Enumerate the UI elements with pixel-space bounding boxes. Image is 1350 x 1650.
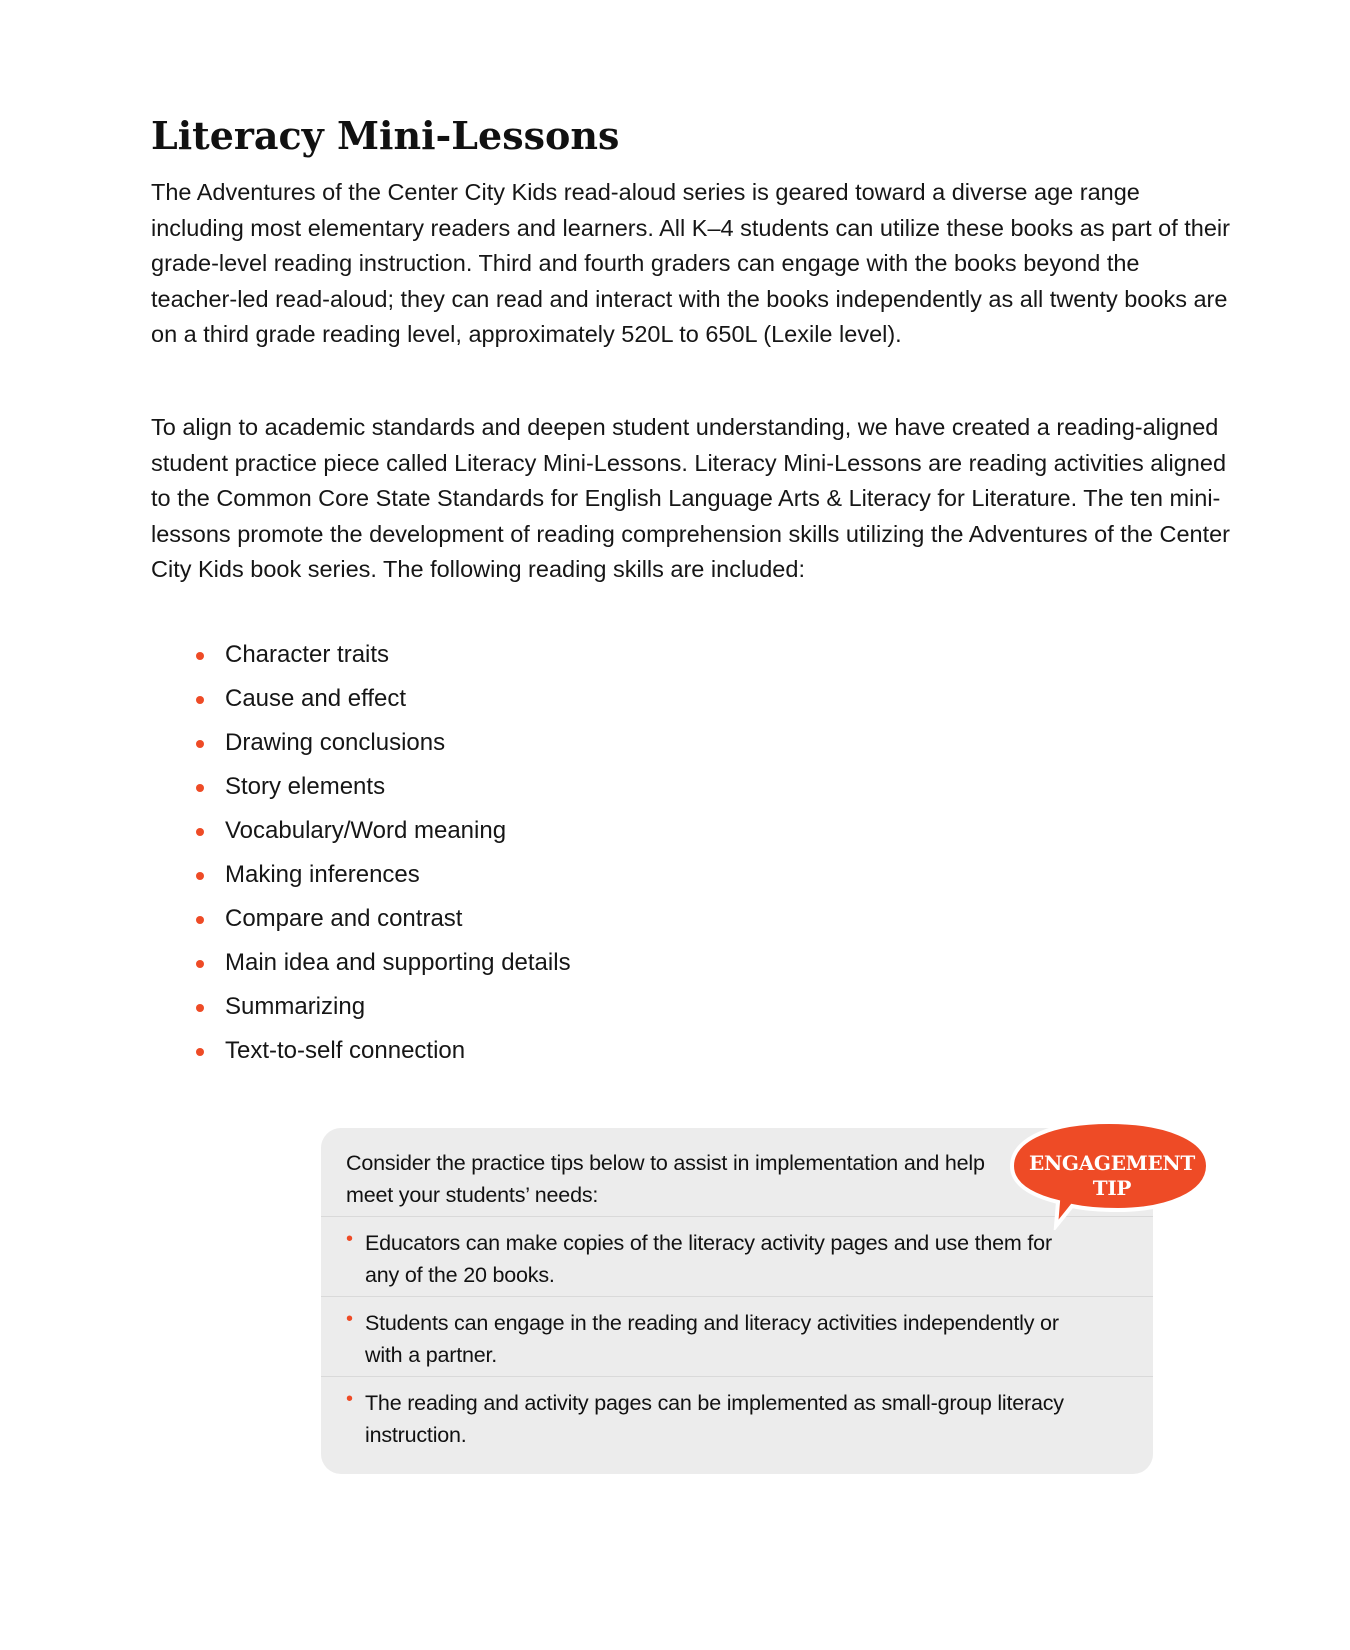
bullet-icon — [196, 828, 204, 836]
tip-item: • Educators can make copies of the literacy activity pages and use them for any of the 20 books. — [346, 1228, 1052, 1287]
list-item: Main idea and supporting details — [196, 945, 571, 989]
tip-item: • Students can engage in the reading and literacy activities independently or with a partner. — [346, 1308, 1059, 1367]
list-item: Compare and contrast — [196, 901, 571, 945]
bullet-icon — [196, 784, 204, 792]
intro-paragraph: The Adventures of the Center City Kids read-aloud series is geared toward a diverse age range including most elementary readers and learners. All K–4 students can utilize these books as part of their grade-level reading instruction. Third and fourth graders can engage with the books beyond the teacher-led read-aloud; they can read and interact with the books independently as all twenty books are on a third grade reading level, approximately 520L to 650L (Lexile level). — [151, 179, 1230, 348]
bullet-icon — [196, 652, 204, 660]
divider — [321, 1296, 1153, 1297]
list-item: Making inferences — [196, 857, 571, 901]
list-item: Summarizing — [196, 989, 571, 1033]
bullet-icon — [196, 872, 204, 880]
bullet-icon: • — [346, 1388, 353, 1410]
bullet-icon — [196, 960, 204, 968]
list-item: Drawing conclusions — [196, 725, 571, 769]
bullet-icon — [196, 1048, 204, 1056]
page-title: Literacy Mini-Lessons — [151, 113, 620, 158]
list-item: Story elements — [196, 769, 571, 813]
bullet-icon — [196, 696, 204, 704]
tip-item: • The reading and activity pages can be implemented as small-group literacy instruction. — [346, 1388, 1064, 1447]
divider — [321, 1376, 1153, 1377]
engagement-tip-badge: ENGAGEMENT TIP — [1029, 1151, 1195, 1200]
list-item: Text-to-self connection — [196, 1033, 571, 1077]
standards-paragraph: To align to academic standards and deepen student understanding, we have created a reading-aligned student practice piece called Literacy Mini-Lessons. Literacy Mini-Lessons are reading activities aligned to the Common Core State Standards for English Language Arts & Literacy for Literature. The ten mini-lessons promote the development of reading comprehension skills utilizing the Adventures of the Center City Kids book series. The following reading skills are included: — [151, 414, 1231, 583]
tip-intro: Consider the practice tips below to assist in implementation and help meet your students’ needs: — [346, 1151, 985, 1207]
bullet-icon: • — [346, 1308, 353, 1330]
list-item: Cause and effect — [196, 681, 571, 725]
list-item: Vocabulary/Word meaning — [196, 813, 571, 857]
skills-list — [196, 637, 571, 1077]
list-item: Character traits — [196, 637, 571, 681]
bullet-icon — [196, 740, 204, 748]
bullet-icon: • — [346, 1228, 353, 1250]
bullet-icon — [196, 1004, 204, 1012]
bullet-icon — [196, 916, 204, 924]
